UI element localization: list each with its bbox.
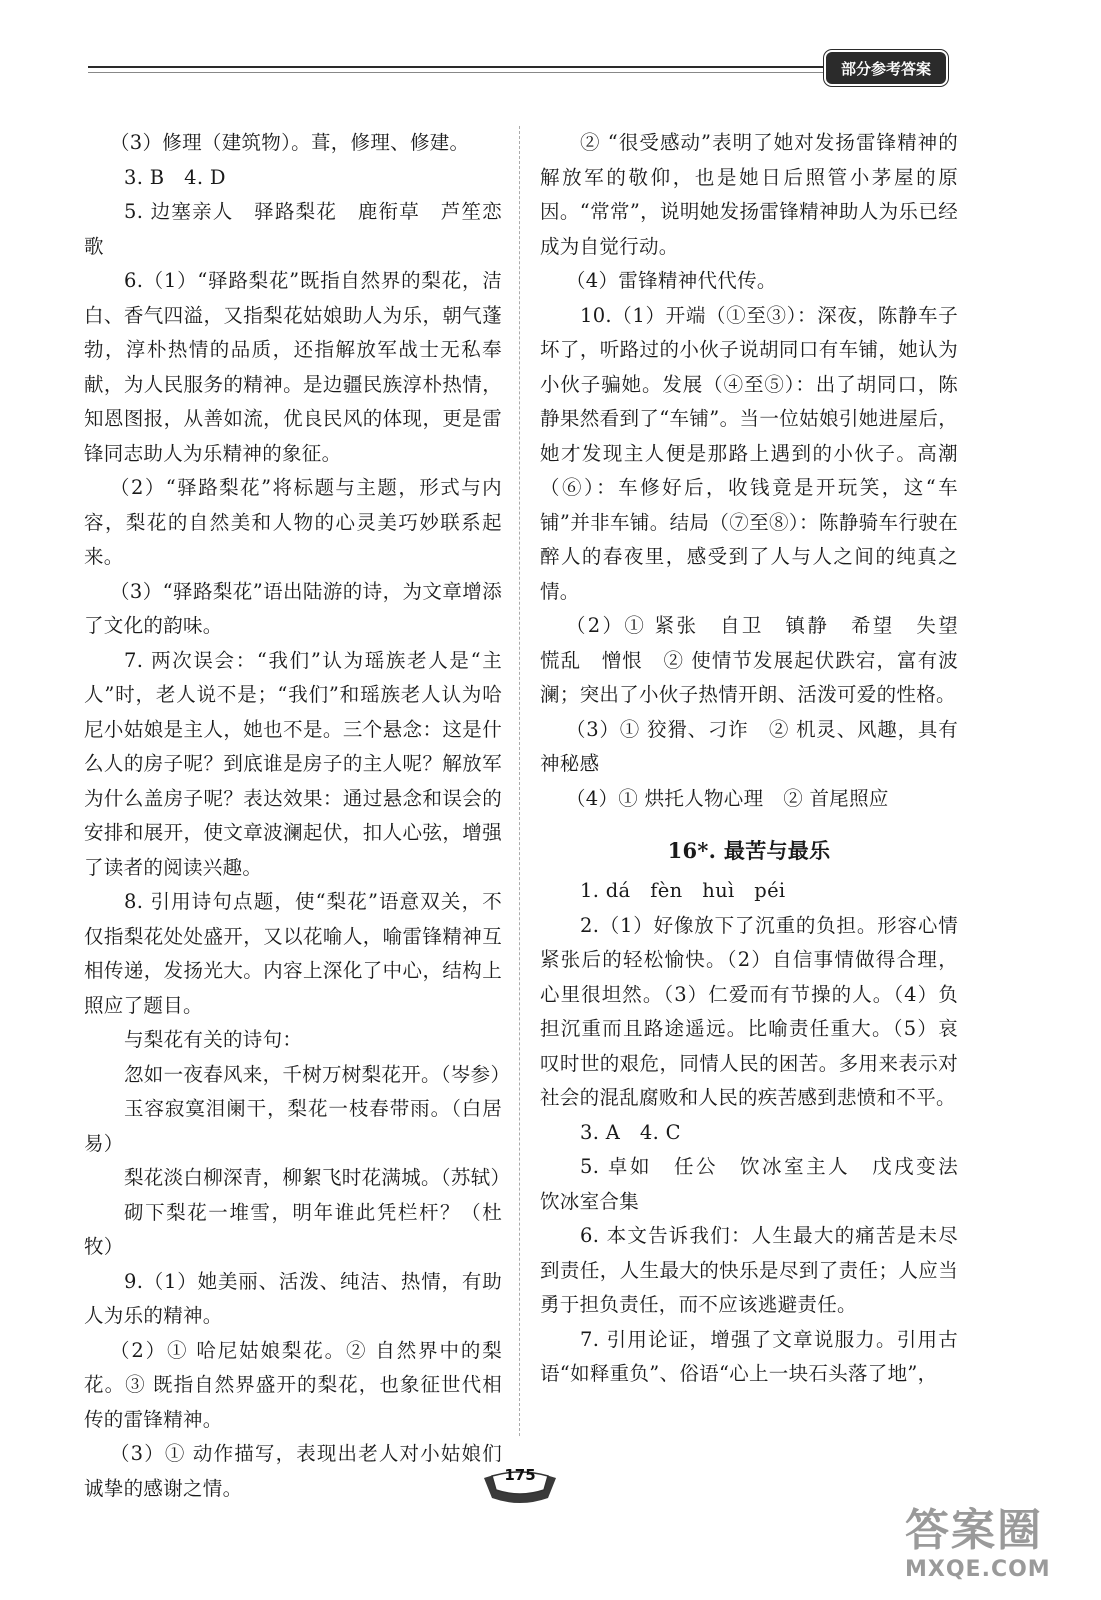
watermark-url: MXQE.COM <box>905 1557 1051 1582</box>
answer-paragraph: （3）① 动作描写，表现出老人对小姑娘们诚挚的感谢之情。 <box>84 1442 502 1500</box>
answer-paragraph: 7. 两次误会：“我们”认为瑶族老人是“主人”时，老人说不是；“我们”和瑶族老人认为哈尼小姑娘是主人，她也不是。三个悬念：这是什么人的房子呢？到底谁是房子的主人呢？解放军为什么盖房子呢？表达效果：通过悬念和误会的安排和展开，使文章波澜起伏，扣人心弦，增强了读者的阅读兴趣。 <box>84 648 502 879</box>
right-column-top <box>540 126 978 816</box>
answer-paragraph: 3. A 4. C <box>580 1120 681 1144</box>
section-title: 16*. 最苦与最乐 <box>667 838 831 863</box>
header-tag: 部分参考答案 <box>826 52 946 84</box>
answer-paragraph: 3. B 4. D <box>124 165 226 189</box>
answer-paragraph: 5. 卓如 任公 饮冰室主人 戊戌变法 饮冰室合集 <box>540 1155 978 1213</box>
answer-paragraph: （2）① 紧张 自卫 镇静 希望 失望 慌乱 憎恨 ② 使情节发展起伏跌宕，富有波澜；突出了小伙子热情开朗、活泼可爱的性格。 <box>540 614 978 706</box>
answer-paragraph: 玉容寂寞泪阑干，梨花一枝春带雨。（白居易） <box>84 1097 502 1155</box>
answer-paragraph: （4）雷锋精神代代传。 <box>566 269 777 292</box>
answer-paragraph: （2）① 哈尼姑娘梨花。② 自然界中的梨花。③ 既指自然界盛开的梨花，也象征世代相传的雷锋精神。 <box>84 1338 502 1431</box>
answer-paragraph: （4）① 烘托人物心理 ② 首尾照应 <box>566 786 889 810</box>
answer-paragraph: 9.（1）她美丽、活泼、纯洁、热情，有助人为乐的精神。 <box>84 1269 502 1327</box>
answer-paragraph: 6.（1）“驿路梨花”既指自然界的梨花，洁白、香气四溢，又指梨花姑娘助人为乐，朝气蓬勃，淳朴热情的品质，还指解放军战士无私奉献，为人民服务的精神。是边疆民族淳朴热情，知恩图报，从善如流，优良民风的体现，更是雷锋同志助人为乐精神的象征。 <box>84 269 502 465</box>
answer-paragraph: 忽如一夜春风来，千树万树梨花开。（岑参） <box>124 1062 511 1086</box>
watermark <box>905 1505 1095 1595</box>
answer-paragraph: 8. 引用诗句点题，使“梨花”语意双关，不仅指梨花处处盛开，又以花喻人，喻雷锋精神互相传递，发扬光大。内容上深化了中心，结构上照应了题目。 <box>84 890 502 1017</box>
answer-paragraph: 2.（1）好像放下了沉重的负担。形容心情紧张后的轻松愉快。（2）自信事情做得合理，心里很坦然。（3）仁爱而有节操的人。（4）负担沉重而且路途遥远。比喻责任重大。（5）哀叹时世的艰危，同情人民的困苦。多用来表示对社会的混乱腐败和人民的疾苦感到悲愤和不平。 <box>540 913 958 1109</box>
answer-paragraph: 6. 本文告诉我们：人生最大的痛苦是未尽到责任，人生最大的快乐是尽到了责任；人应当勇于担负责任，而不应该逃避责任。 <box>540 1224 958 1316</box>
right-column <box>540 126 978 1392</box>
page-number: 175 <box>504 1466 536 1484</box>
header-rule <box>88 66 828 68</box>
watermark-title: 答案圈 <box>905 1505 1043 1556</box>
answer-paragraph: ② “很受感动”表明了她对发扬雷锋精神的解放军的敬仰，也是她日后照管小茅屋的原因。“常常”，说明她发扬雷锋精神助人为乐已经成为自觉行动。 <box>540 131 958 258</box>
answer-paragraph: 5. 边塞亲人 驿路梨花 鹿衔草 芦笙恋歌 <box>84 200 502 258</box>
answer-paragraph: 砌下梨花一堆雪，明年谁此凭栏杆？（杜牧） <box>84 1200 502 1258</box>
answer-paragraph: （2）“驿路梨花”将标题与主题，形式与内容，梨花的自然美和人物的心灵美巧妙联系起来。 <box>84 476 502 568</box>
column-divider <box>519 126 520 1436</box>
right-column-bottom <box>540 874 978 1392</box>
answer-paragraph: （3）修理（建筑物）。葺，修理、修建。 <box>110 131 470 154</box>
answer-paragraph: （3）“驿路梨花”语出陆游的诗，为文章增添了文化的韵味。 <box>84 579 502 637</box>
answer-paragraph: 10.（1）开端（①至③）：深夜，陈静车子坏了，听路过的小伙子说胡同口有车铺，她认为小伙子骗她。发展（④至⑤）：出了胡同口，陈静果然看到了“车铺”。当一位姑娘引她进屋后，她才发现主人便是那路上遇到的小伙子。高潮（⑥）：车修好后，收钱竟是开玩笑，这“车铺”并非车铺。结局（⑦至⑧）：陈静骑车行驶在醉人的春夜里，感受到了人与人之间的纯真之情。 <box>540 303 958 603</box>
answer-paragraph: 与梨花有关的诗句： <box>124 1028 303 1051</box>
answer-paragraph: 梨花淡白柳深青，柳絮飞时花满城。（苏轼） <box>124 1166 511 1189</box>
header-rule-thin <box>88 72 828 73</box>
answer-paragraph: （3）① 狡猾、刁诈 ② 机灵、风趣，具有神秘感 <box>540 717 958 775</box>
answer-paragraph: 7. 引用论证，增强了文章说服力。引用古语“如释重负”、俗语“心上一块石头落了地”， <box>540 1327 958 1385</box>
left-column <box>84 126 511 1506</box>
answer-paragraph: 1. dá fèn huì péi <box>580 879 786 902</box>
